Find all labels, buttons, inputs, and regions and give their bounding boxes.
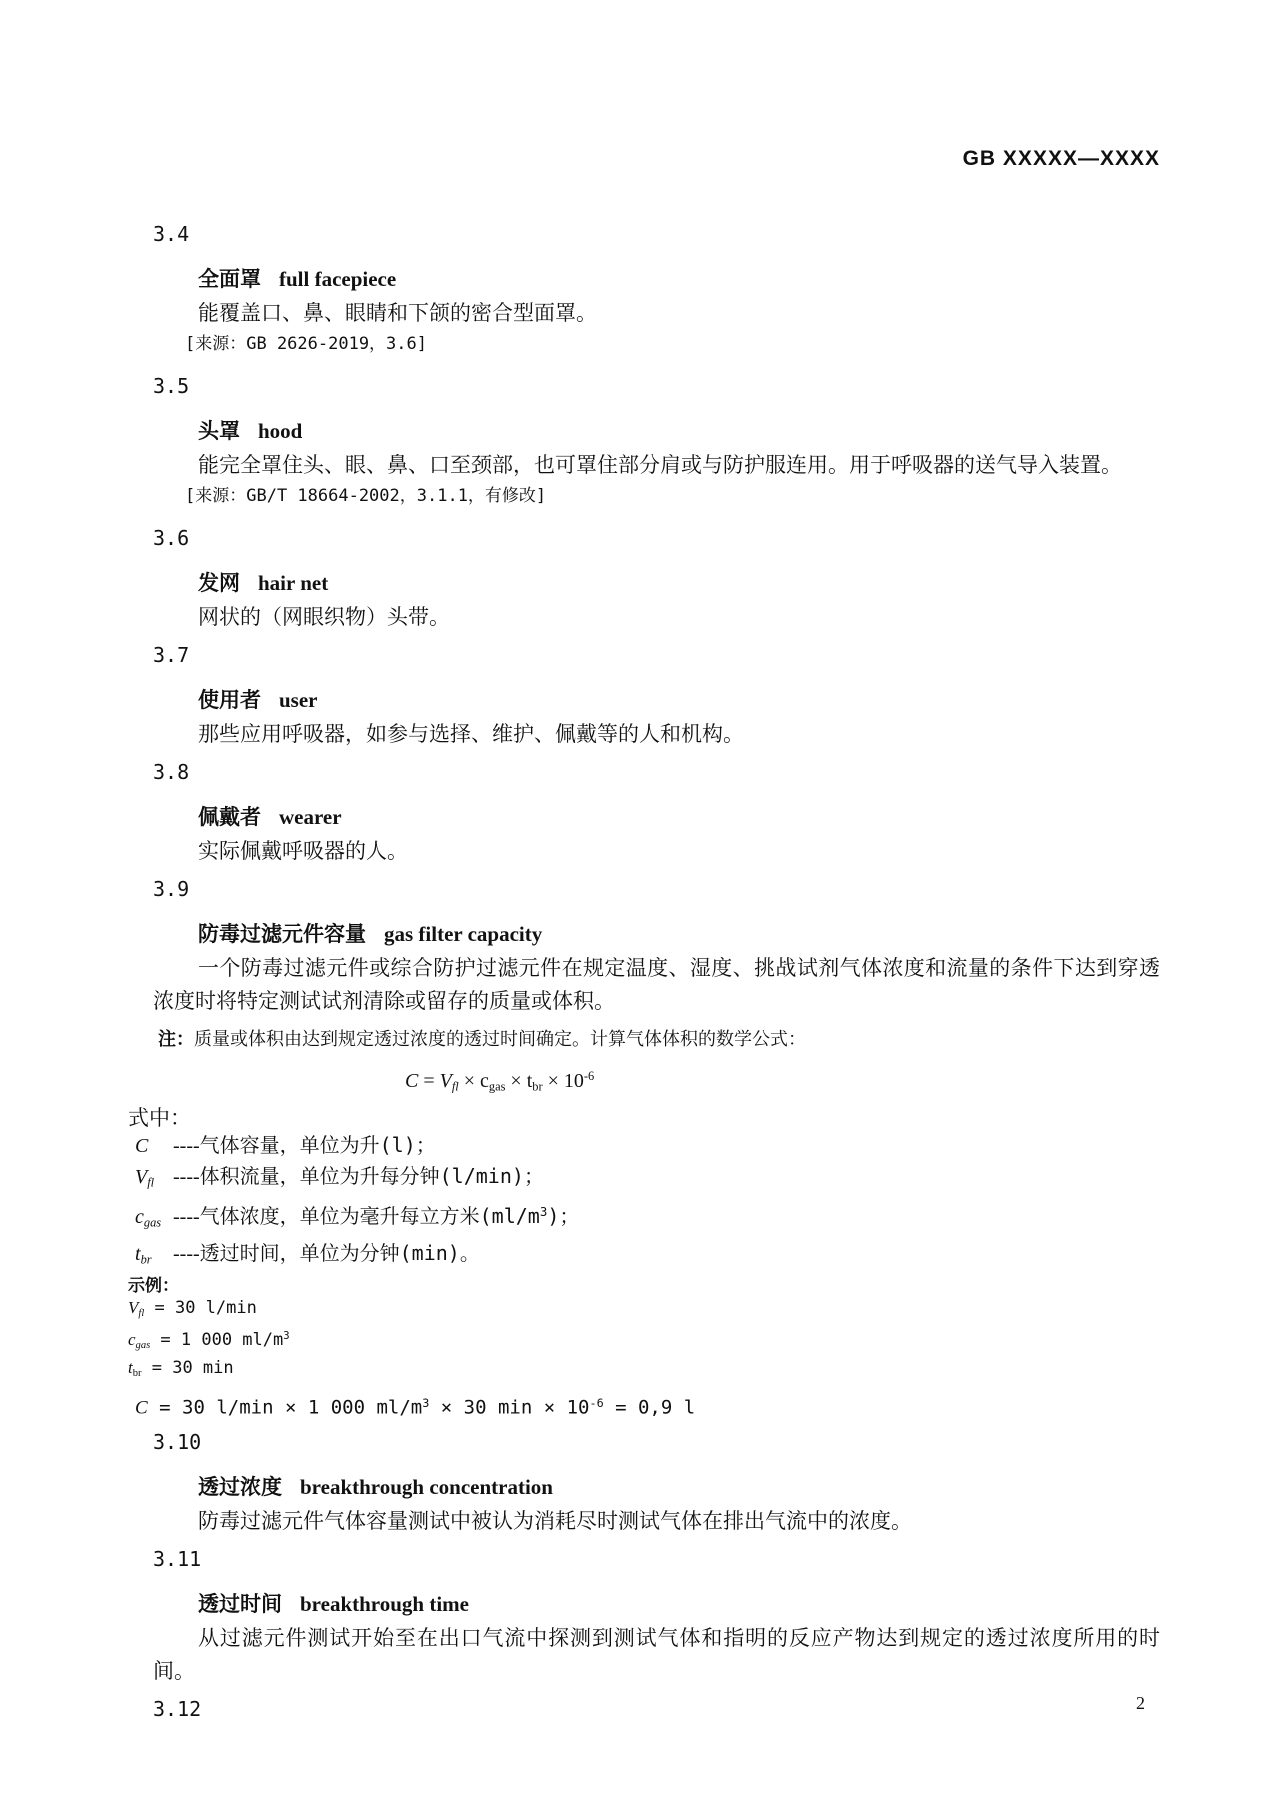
term-heading — [198, 264, 1160, 294]
term-heading — [198, 1589, 1160, 1619]
where-text: ----气体容量，单位为升(l)； — [173, 1132, 436, 1157]
definition: 网状的（网眼织物）头带。 — [198, 605, 450, 629]
term-zh: 透过时间 — [198, 1592, 282, 1617]
term-en: wearer — [279, 805, 342, 829]
definition: 从过滤元件测试开始至在出口气流中探测到测试气体和指明的反应产物达到规定的透过浓度所用的时间。 — [153, 1626, 1160, 1684]
note-text: 质量或体积由达到规定透过浓度的透过时间确定。计算气体体积的数学公式： — [194, 1029, 806, 1049]
example-line: $c_{gas} = 1$ 000 $ml/m^3$ — [128, 1329, 290, 1351]
clause-number: 3.9 — [153, 877, 190, 901]
clause-number: 3.7 — [153, 643, 190, 667]
term-heading — [198, 802, 1160, 832]
term-en: breakthrough time — [300, 1592, 469, 1617]
section-3-9 — [128, 877, 1160, 1422]
term-heading — [198, 1472, 1160, 1502]
formula: $C = V_{fl} \times c_{gas} \times t_{br} \times 10^{-6}$ — [405, 1069, 595, 1094]
where-item — [135, 1197, 1160, 1238]
section-3-5 — [128, 374, 1160, 508]
term-en: gas filter capacity — [384, 922, 543, 946]
term-en: full facepiece — [279, 267, 397, 291]
definition: 实际佩戴呼吸器的人。 — [198, 839, 408, 863]
symbol: $t_{br}$ — [135, 1242, 152, 1267]
term-en: hair net — [258, 571, 329, 595]
definition: 能覆盖口、鼻、眼睛和下颌的密合型面罩。 — [198, 301, 597, 325]
term-en: hood — [258, 419, 303, 443]
term-zh: 使用者 — [198, 688, 261, 712]
term-zh: 透过浓度 — [198, 1475, 282, 1500]
example-label: 示例： — [128, 1275, 179, 1295]
source-note: [来源：GB 2626-2019，3.6] — [185, 334, 427, 354]
section-3-12 — [128, 1697, 1160, 1721]
where-item — [135, 1161, 1160, 1198]
clause-number: 3.5 — [153, 374, 190, 398]
where-text: ----透过时间，单位为分钟(min)。 — [173, 1240, 480, 1265]
page-header — [128, 146, 1160, 172]
definition: 一个防毒过滤元件或综合防护过滤元件在规定温度、湿度、挑战试剂气体浓度和流量的条件下达到穿透浓度时将特定测试试剂清除或留存的质量或体积。 — [153, 956, 1160, 1013]
term-en: user — [279, 688, 318, 712]
section-3-7 — [128, 643, 1160, 751]
example-line: $t_{br} = 30$ min — [128, 1357, 234, 1379]
term-zh: 头罩 — [198, 419, 240, 443]
symbol: $c_{gas}$ — [135, 1206, 162, 1230]
clause-number: 3.10 — [153, 1430, 202, 1455]
term-zh: 全面罩 — [198, 267, 261, 291]
symbol: $V_{fl}$ — [135, 1165, 155, 1190]
example-line: $V_{fl} = 30$ l/min — [128, 1297, 257, 1319]
definition: 防毒过滤元件气体容量测试中被认为消耗尽时测试气体在排出气流中的浓度。 — [198, 1509, 912, 1534]
where-text: ----气体浓度，单位为毫升每立方米$(ml/m^3)$； — [173, 1204, 580, 1229]
definition: 能完全罩住头、眼、鼻、口至颈部，也可罩住部分肩或与防护服连用。用于呼吸器的送气导入装置。 — [198, 453, 1122, 477]
term-zh: 发网 — [198, 571, 240, 595]
term-zh: 防毒过滤元件容量 — [198, 922, 366, 946]
where-item — [135, 1238, 1160, 1275]
clause-number: 3.4 — [153, 222, 190, 246]
term-heading — [198, 919, 1160, 949]
section-3-8 — [128, 760, 1160, 868]
where-item — [135, 1130, 1160, 1161]
standard-code: GB XXXXX—XXXX — [962, 147, 1160, 170]
definition: 那些应用呼吸器，如参与选择、维护、佩戴等的人和机构。 — [198, 722, 744, 746]
section-3-10 — [128, 1430, 1160, 1538]
source-note: [来源：GB/T 18664-2002，3.1.1，有修改] — [185, 486, 547, 506]
clause-number: 3.6 — [153, 526, 190, 550]
clause-number: 3.8 — [153, 760, 190, 784]
page-number: 2 — [1136, 1693, 1145, 1713]
symbol: C — [135, 1134, 149, 1157]
clause-number: 3.12 — [153, 1697, 202, 1722]
term-en: breakthrough concentration — [300, 1475, 553, 1500]
term-heading — [198, 568, 1160, 598]
term-zh: 佩戴者 — [198, 805, 261, 829]
note-label: 注： — [158, 1029, 194, 1049]
note — [158, 1027, 1160, 1051]
section-3-6 — [128, 526, 1160, 634]
where-label: 式中： — [128, 1105, 191, 1130]
section-3-11 — [128, 1547, 1160, 1688]
section-3-4 — [128, 222, 1160, 356]
example-result: C = 30 l/min × 1 000 $ml/m^3 \times 30$ $\min \times 10^{-6} = 0,9$ l — [135, 1395, 696, 1419]
term-heading — [198, 416, 1160, 446]
where-text: ----体积流量，单位为升每分钟(l/min)； — [173, 1163, 544, 1188]
term-heading — [198, 685, 1160, 715]
clause-number: 3.11 — [153, 1547, 202, 1572]
